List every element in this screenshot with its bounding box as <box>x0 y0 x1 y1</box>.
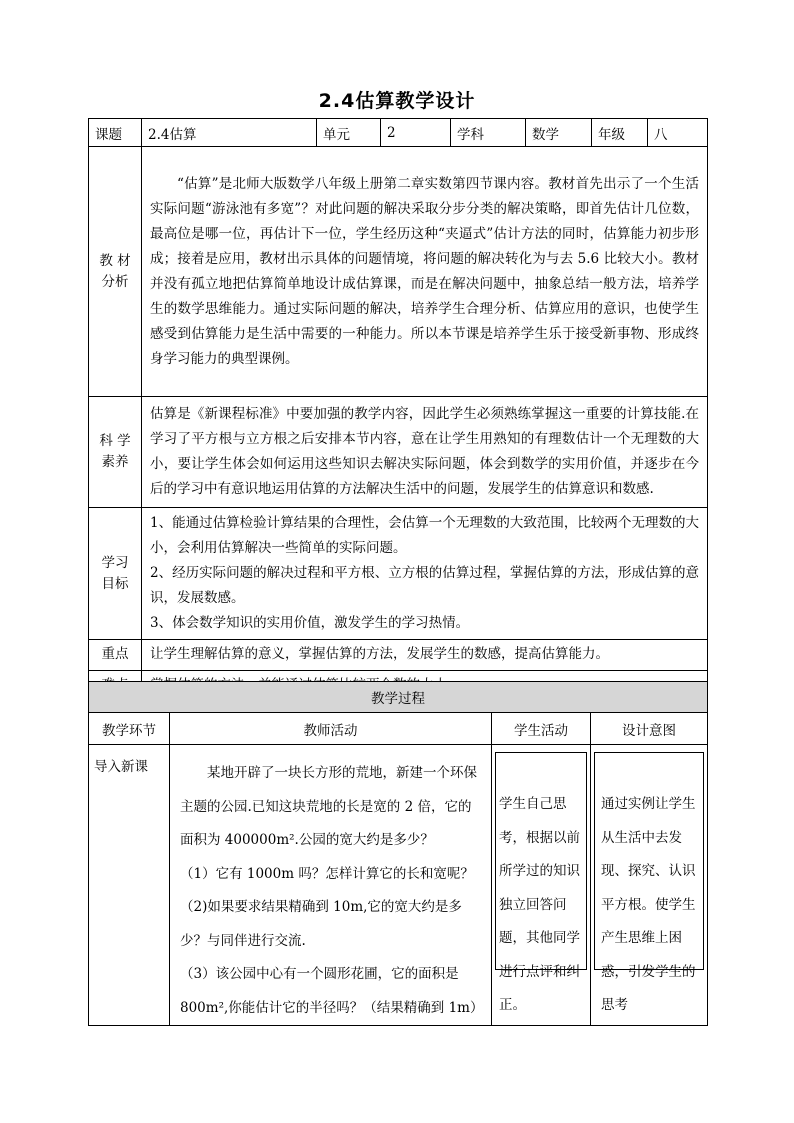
literacy-row <box>89 397 708 508</box>
process-title: 教学过程 <box>89 682 708 713</box>
design-intent-text: 通过实例让学生从生活中去发现、探究、认识平方根。使学生产生思维上困惑，引发学生的思考 <box>594 752 704 970</box>
design-intent-cell <box>591 745 708 1026</box>
key-point-text: 让学生理解估算的意义，掌握估算的方法，发展学生的数感，提高估算能力。 <box>142 640 708 671</box>
header-row <box>89 119 708 147</box>
teacher-activity-cell <box>170 745 492 1026</box>
student-activity-cell <box>492 745 591 1026</box>
subject-label: 学科 <box>451 119 526 147</box>
unit-label: 单元 <box>317 119 381 147</box>
page-title: 2.4估算教学设计 <box>318 90 476 112</box>
table-row <box>89 745 708 1026</box>
lesson-info-table <box>88 118 708 701</box>
goal-item: 1、能通过估算检验计算结果的合理性，会估算一个无理数的大致范围，比较两个无理数的大小，会利用估算解决一些简单的实际问题。 <box>150 515 699 556</box>
key-point-row <box>89 640 708 671</box>
literacy-text: 估算是《新课程标准》中要加强的教学内容，因此学生必须熟练掌握这一重要的计算技能.在学习了平方根与立方根之后安排本节内容，意在让学生用熟知的有理数估计一个无理数的大小，要让学生体会如何运用这些知识去解决实际问题，体会到数学的实用价值，并逐步在今后的学习中有意识地运用估算的方法解决生活中的问题，发展学生的估算意识和数感. <box>150 406 699 497</box>
teacher-activity-line: 某地开辟了一块长方形的荒地，新建一个环保主题的公园.已知这块荒地的长是宽的 2 倍，它的面积为 400000m².公园的宽大约是多少？ <box>180 765 477 848</box>
analysis-text-cell <box>142 147 708 397</box>
literacy-label: 科 学 素养 <box>89 397 142 508</box>
teacher-activity-line: （1）它有 1000m 吗？怎样计算它的长和宽呢？ <box>180 865 474 882</box>
teacher-activity-line: （3）该公园中心有一个圆形花圃，它的面积是 800m²,你能估计它的半径吗？（结果精确到 1m） <box>180 966 484 1016</box>
analysis-text: “估算”是北师大版数学八年级上册第二章实数第四节课内容。教材首先出示了一个生活实际问题“游泳池有多宽”？对此问题的解决采取分步分类的解决策略，即首先估计几位数，最高位是哪一位，再估计下一位，学生经历这种“夹逼式”估计方法的同时，估算能力初步形成；接着是应用，教材出示具体的问题情境，将问题的解决转化为与去 5.6 比较大小。教材并没有孤立地把估算简单地设计成估算课，而是在解决问题中，抽象总结一般方法，培养学生的数学思维能力。通过实际问题的解决，培养学生合理分析、估算应用的意识，也使学生感受到估算能力是生活中需要的一种能力。所以本节课是培养学生乐于接受新事物、形成终身学习能力的典型课例。 <box>150 175 699 367</box>
grade-value: 八 <box>648 119 708 147</box>
column-header-stage: 教学环节 <box>89 713 170 745</box>
student-activity-text: 学生自己思考，根据以前所学过的知识独立回答问题，其他同学进行点评和纠正。 <box>495 752 587 970</box>
teacher-activity-line: （2)如果要求结果精确到 10m,它的宽大约是多少？与同伴进行交流. <box>180 899 462 949</box>
subject-value: 数学 <box>526 119 592 147</box>
analysis-row <box>89 147 708 397</box>
column-header-intent: 设计意图 <box>591 713 708 745</box>
unit-value: 2 <box>381 119 451 147</box>
topic-value: 2.4估算 <box>142 119 317 147</box>
stage-cell: 导入新课 <box>89 745 170 1026</box>
column-header-teacher: 教师活动 <box>170 713 492 745</box>
key-point-label: 重点 <box>89 640 142 671</box>
analysis-label: 教 材 分析 <box>89 147 142 397</box>
goal-item: 3、体会数学知识的实用价值，激发学生的学习热情。 <box>150 615 470 631</box>
literacy-text-cell <box>142 397 708 508</box>
goals-row <box>89 508 708 640</box>
goal-item: 2、经历实际问题的解决过程和平方根、立方根的估算过程，掌握估算的方法，形成估算的意识，发展数感。 <box>150 565 699 606</box>
goals-label: 学习 目标 <box>89 508 142 640</box>
topic-label: 课题 <box>89 119 142 147</box>
teaching-process-table <box>88 681 708 1026</box>
column-header-student: 学生活动 <box>492 713 591 745</box>
goals-list <box>142 508 708 640</box>
process-column-headers <box>89 713 708 745</box>
grade-label: 年级 <box>592 119 648 147</box>
